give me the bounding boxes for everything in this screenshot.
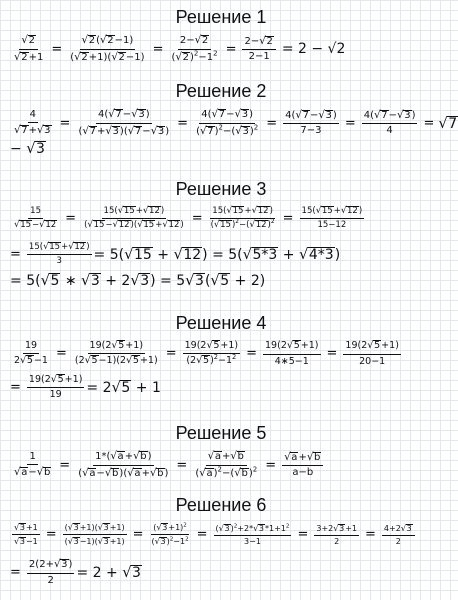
fraction: 1*( √ a + √ b ) ( √ a − √ b )( √ a + √ b ) [78,450,169,479]
fraction: 4( √ 7 − √ 3 ) ( √ 7 + √ 3 )( √ 7 − √ 3 ) [78,108,170,137]
fraction: ( √ 3 +1)( √ 3 +1) ( √ 3 −1)( √ 3 +1) [64,522,125,546]
fraction: 19(2 √ 5 +1) 19 [28,374,83,401]
solution-1-equation: √ 2 √ 2 +1 = √ 2 ( √ 2 −1) ( √ 2 +1)( √ 2 −1) = 2− √ 2 ( √ 2 )$^2-1^2$ = 2− √ 2 2−1 = 2 − √2 [14,34,346,63]
solution-4-equation-line-2: = 19(2 √ 5 +1) 19 = 2 √ 5 + 1 [10,374,161,401]
fraction: √ 2 √ 2 +1 [14,34,44,63]
solution-3-equation-line-3: = 5( √ 5 ∗ √ 3 + 2 √ 3 ) = 5 √ 3 ( √ 5 + 2) [10,272,266,289]
solution-1-result: = 2 − √2 [281,41,346,57]
solution-2-continuation: − √ 3 [10,140,45,157]
fraction: 4( √ 7 − √ 3 ) ( √ 7 )$^2$−( √ 3 )$^2$ [196,108,259,137]
solution-6-equation-line-1: √ 3 +1 √ 3 −1 = ( √ 3 +1)( √ 3 +1) ( √ 3 −1)( √ 3 +1) = ( √ 3 +1)$^2$ ( √ 3 )$^2-1^2$ = ( √ 3 )$^2$+2* √ 3 $*1+1^2$ 3−1 = 3+2 √ 3 +1 2 = 4+2 √ 3 2 [10,522,440,547]
fraction: 15( √ 15 + √ 12 ) 3 [28,242,90,267]
fraction: 19 2 √ 5 −1 [14,340,48,367]
fraction: √ 2 ( √ 2 −1) ( √ 2 +1)( √ 2 −1) [70,34,145,63]
fraction: ( √ 3 +1)$^2$ ( √ 3 )$^2-1^2$ [151,522,189,546]
fraction: 19(2 √ 5 +1) (2 √ 5 )$^2-1^2$ [184,340,239,367]
fraction: 15( √ 15 + √ 12 ) ( √ 15 )$^2$−( √ 12 )$^2$ [210,206,275,231]
solution-3-equation-line-2: = 15( √ 15 + √ 12 ) 3 = 5( √ 15 + √ 12 ) = 5( √ 5*3 + √ 4*3 ) [10,242,341,267]
solution-3-equation-line-1: 15 √ 15 − √ 12 = 15( √ 15 + √ 12 ) ( √ 15 − √ 12 )( √ 15 + √ 12 ) = 15( √ 15 + √ 12 ) ( √ 15 )$^2$−( √ 12 )$^2$ = 15( √ 15 + √ 12 ) 15−12 [14,206,363,231]
fraction: √ 3 +1 √ 3 −1 [14,522,38,546]
fraction: 19(2 √ 5 +1) (2 √ 5 −1)(2 √ 5 +1) [74,340,158,367]
fraction: 2− √ 2 2−1 [242,35,275,64]
fraction: ( √ 3 )$^2$+2* √ 3 $*1+1^2$ 3−1 [215,522,290,546]
solution-4-title: Решение 4 [175,313,267,333]
fraction: 2(2+ √ 3 ) 2 [28,558,73,586]
fraction: 15( √ 15 + √ 12 ) 15−12 [301,206,363,231]
solution-5-title: Решение 5 [175,423,267,443]
fraction: 15( √ 15 + √ 12 ) ( √ 15 − √ 12 )( √ 15 + √ 12 ) [84,206,184,231]
fraction: 15 √ 15 − √ 12 [14,206,57,230]
solution-5-equation: 1 √ a − √ b = 1*( √ a + √ b ) ( √ a − √ b )( √ a + √ b ) = √ a + √ b ( √ a )$^2$−( √ b )$^2$ = √ a + √ b a−b [10,450,440,480]
solution-4-equation-line-1: 19 2 √ 5 −1 = 19(2 √ 5 +1) (2 √ 5 −1)(2 √ 5 +1) = 19(2 √ 5 +1) (2 √ 5 )$^2-1^2$ = 19(2 √ 5 +1) 4∗5−1 = 19(2 √ 5 +1) 20−1 [14,340,399,367]
solution-6-equation-line-2: = 2(2+ √ 3 ) 2 = 2 + √ 3 [10,558,141,586]
solution-6-title: Решение 6 [175,495,267,515]
solution-1-title: Решение 1 [175,7,267,27]
solution-2-equation: 4 √ 7 + √ 3 = 4( √ 7 − √ 3 ) ( √ 7 + √ 3 )( √ 7 − √ 3 ) = 4( √ 7 − √ 3 ) ( √ 7 )$^2$−( √ 3 )$^2$ = 4( √ 7 − √ 3 ) 7−3 = 4( √ 7 − √ 3 ) 4 = √ 7 [14,108,458,137]
fraction: 4 √ 7 + √ 3 [14,108,51,136]
fraction: 4( √ 7 − √ 3 ) 7−3 [285,108,337,136]
fraction: 19(2 √ 5 +1) 20−1 [345,340,399,367]
fraction: 4+2 √ 3 2 [382,523,415,547]
fraction: 4( √ 7 − √ 3 ) 4 [363,108,416,136]
fraction: √ a + √ b a−b [282,451,323,480]
fraction: 19(2 √ 5 +1) 4∗5−1 [265,340,319,367]
solution-2-title: Решение 2 [175,81,267,101]
fraction: 1 √ a − √ b [14,450,51,478]
solution-3-title: Решение 3 [175,179,267,199]
fraction: √ a + √ b ( √ a )$^2$−( √ b )$^2$ [195,450,258,479]
fraction: 2− √ 2 ( √ 2 )$^2-1^2$ [171,34,218,63]
fraction: 3+2 √ 3 +1 2 [316,522,357,546]
